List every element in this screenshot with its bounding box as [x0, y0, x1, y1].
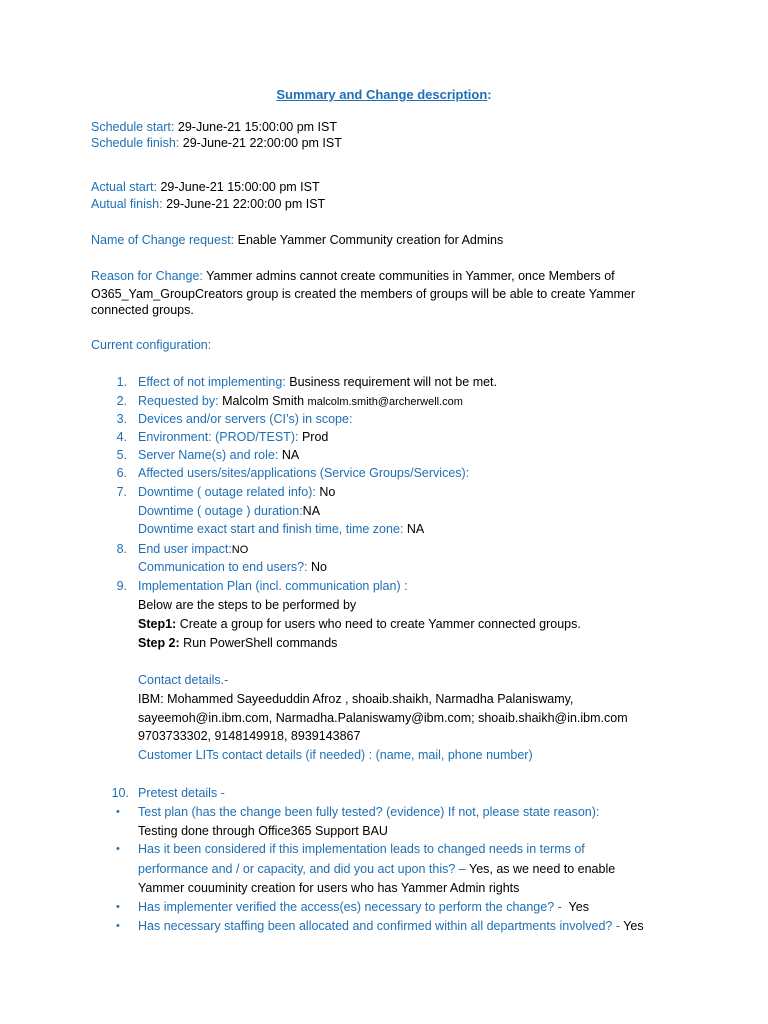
reason-label: Reason for Change: — [91, 269, 203, 283]
plan-step-1-label: Step1: — [138, 617, 177, 631]
bullet-2-line-1: Has it been considered if this implementation leads to changed needs in terms of — [138, 842, 585, 856]
reason-text-3: connected groups. — [91, 303, 194, 317]
item-2 — [138, 393, 463, 410]
reason-text-1: Yammer admins cannot create communities in Yammer, once Members of — [206, 269, 615, 283]
plan-step-1 — [138, 616, 581, 632]
item-2-email: malcolm.smith@archerwell.com — [307, 396, 463, 408]
item-7-duration-label: Downtime ( outage ) duration: — [138, 504, 303, 518]
contact-line-3: 9703733302, 9148149918, 8939143867 — [138, 729, 361, 743]
item-5-label: Server Name(s) and role: — [138, 448, 279, 462]
bullet-icon: • — [116, 901, 120, 913]
current-config-heading: Current configuration: — [91, 338, 212, 352]
item-number-6: 6. — [116, 466, 127, 480]
bullet-1-value: Testing done through Office365 Support BAU — [138, 824, 388, 838]
schedule-start-label: Schedule start: — [91, 120, 175, 134]
contact-line-2: sayeemoh@in.ibm.com, Narmadha.Palaniswamy@ibm.com; shoaib.shaikh@in.ibm.com — [138, 711, 628, 725]
item-8-communication — [138, 559, 327, 575]
item-number-8: 8. — [116, 542, 127, 556]
item-8 — [138, 541, 248, 558]
item-7-value: No — [319, 485, 336, 499]
plan-step-2-text: Run PowerShell commands — [183, 636, 338, 650]
item-1-value: Business requirement will not be met. — [289, 375, 497, 389]
item-3 — [138, 411, 352, 427]
item-4-value: Prod — [301, 430, 329, 444]
schedule-finish-value: 29-June-21 22:00:00 pm IST — [182, 136, 342, 150]
item-7-window — [138, 521, 424, 537]
item-number-3: 3. — [116, 412, 127, 426]
item-4-label: Environment: (PROD/TEST): — [138, 430, 299, 444]
plan-step-2 — [138, 635, 337, 651]
item-1-label: Effect of not implementing: — [138, 375, 286, 389]
item-7-duration — [138, 503, 320, 519]
reason-line-2 — [91, 286, 635, 302]
item-6-label: Affected users/sites/applications (Service Groups/Services): — [138, 466, 470, 480]
bullet-1-text: Test plan (has the change been fully tested? (evidence) If not, please state reason): — [138, 805, 600, 819]
bullet-icon: • — [116, 920, 120, 932]
item-4 — [138, 429, 328, 445]
title-colon: : — [487, 87, 492, 102]
bullet-4 — [138, 918, 644, 934]
reason-line-3 — [91, 302, 194, 318]
plan-step-2-label: Step 2: — [138, 636, 180, 650]
schedule-start-line — [91, 119, 337, 135]
plan-intro: Below are the steps to be performed by — [138, 598, 357, 612]
item-8-value: NO — [231, 544, 249, 556]
item-2-label: Requested by: — [138, 394, 219, 408]
bullet-3 — [138, 899, 589, 915]
actual-finish-line — [91, 196, 325, 212]
item-6 — [138, 465, 469, 481]
title-text: Summary and Change description — [276, 87, 488, 102]
change-request-line — [91, 232, 503, 248]
actual-start-value: 29-June-21 15:00:00 pm IST — [160, 180, 320, 194]
change-request-label: Name of Change request: — [91, 233, 235, 247]
item-number-7: 7. — [116, 485, 127, 499]
item-2-value: Malcolm Smith — [222, 394, 305, 408]
item-number-9: 9. — [116, 579, 127, 593]
item-number-4: 4. — [116, 430, 127, 444]
item-10 — [138, 785, 225, 801]
actual-start-label: Actual start: — [91, 180, 157, 194]
bullet-2-question-end: performance and / or capacity, and did you act upon this? – — [138, 862, 466, 876]
item-7-duration-value: NA — [302, 504, 321, 518]
bullet-3-answer: Yes — [568, 900, 589, 914]
item-7-window-label: Downtime exact start and finish time, time zone: — [138, 522, 404, 536]
item-9-label: Implementation Plan (incl. communication plan) : — [138, 579, 408, 593]
item-3-label: Devices and/or servers (CI’s) in scope: — [138, 412, 353, 426]
plan-step-1-text: Create a group for users who need to create Yammer connected groups. — [179, 617, 581, 631]
bullet-icon: • — [116, 843, 120, 855]
actual-finish-label: Autual finish: — [91, 197, 163, 211]
page-title — [0, 87, 768, 102]
item-5 — [138, 447, 299, 463]
item-9 — [138, 578, 408, 594]
bullet-4-answer: Yes — [623, 919, 644, 933]
item-8-label: End user impact: — [138, 542, 232, 556]
bullet-icon: • — [116, 806, 120, 818]
contact-details-heading: Contact details.- — [138, 673, 229, 687]
reason-line-1 — [91, 268, 615, 284]
change-request-value: Enable Yammer Community creation for Admins — [237, 233, 504, 247]
item-number-5: 5. — [116, 448, 127, 462]
bullet-3-question: Has implementer verified the access(es) necessary to perform the change? - — [138, 900, 562, 914]
item-10-label: Pretest details - — [138, 786, 225, 800]
schedule-finish-line — [91, 135, 342, 151]
bullet-2-answer: Yes, as we need to enable — [469, 862, 616, 876]
actual-finish-value: 29-June-21 22:00:00 pm IST — [166, 197, 326, 211]
bullet-4-question: Has necessary staffing been allocated and confirmed within all departments involved? - — [138, 919, 620, 933]
bullet-2-line-2 — [138, 861, 615, 877]
item-number-10: 10. — [111, 786, 129, 800]
contact-line-1: IBM: Mohammed Sayeeduddin Afroz , shoaib.shaikh, Narmadha Palaniswamy, — [138, 692, 574, 706]
schedule-finish-label: Schedule finish: — [91, 136, 180, 150]
item-7-label: Downtime ( outage related info): — [138, 485, 316, 499]
customer-contact-line: Customer LITs contact details (if needed) : (name, mail, phone number) — [138, 748, 533, 762]
item-number-2: 2. — [116, 394, 127, 408]
item-1 — [138, 374, 497, 390]
bullet-2-line-3: Yammer couuminity creation for users who has Yammer Admin rights — [138, 881, 520, 895]
item-number-1: 1. — [116, 375, 127, 389]
reason-text-2: O365_Yam_GroupCreators group is created the members of groups will be able to create Yammer — [91, 287, 636, 301]
actual-start-line — [91, 179, 320, 195]
item-7-window-value: NA — [406, 522, 425, 536]
item-8-communication-value: No — [311, 560, 327, 574]
schedule-start-value: 29-June-21 15:00:00 pm IST — [177, 120, 337, 134]
item-5-value: NA — [281, 448, 300, 462]
item-8-communication-label: Communication to end users?: — [138, 560, 308, 574]
item-7 — [138, 484, 335, 500]
